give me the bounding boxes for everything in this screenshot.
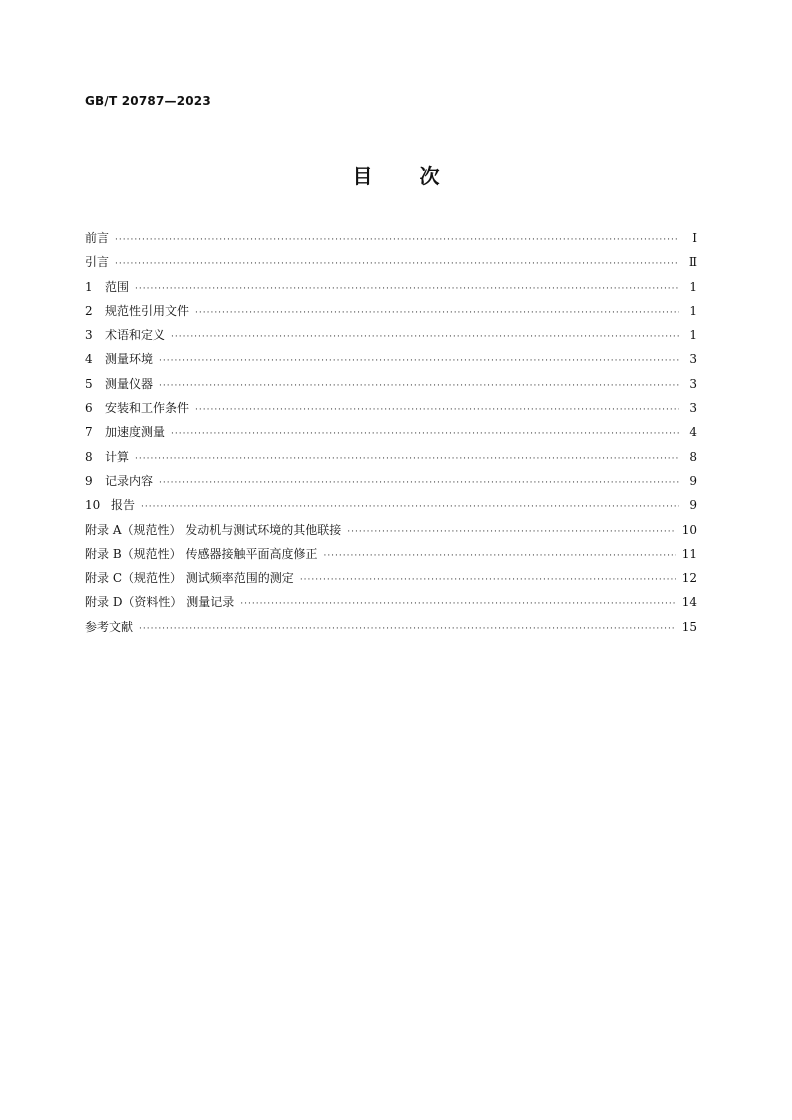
toc-entry-page: 4 [689,425,697,440]
toc-entry-number: 10 [85,498,101,513]
toc-entry-label: 测量仪器 [105,376,154,391]
toc-leader-dots [115,252,679,276]
toc-entry-page: Ⅱ [688,255,697,270]
toc-entry-number: 3 [85,328,93,343]
toc-entry-page: 8 [689,449,697,464]
toc-entry-page: 9 [689,498,697,513]
toc-entry-page: 12 [681,571,697,586]
toc-entry-label: 引言 [85,255,110,270]
toc-entry-label: 术语和定义 [105,328,166,343]
toc-leader-dots [323,544,675,568]
toc-entry-label: 范围 [105,279,130,294]
toc-entry[interactable] [85,493,697,517]
toc-entry-label: 加速度测量 [105,425,166,440]
toc-entry-page: 10 [681,522,697,537]
toc-leader-dots [141,495,679,519]
toc-entry-page: 3 [689,352,697,367]
toc-entry-number: 1 [85,279,93,294]
toc-leader-dots [171,325,679,349]
toc-entry-label: 附录 D（资料性） 测量记录 [85,595,235,610]
table-of-contents [85,226,697,639]
toc-leader-dots [135,447,679,471]
toc-entry-label: 报告 [111,498,136,513]
toc-leader-dots [195,398,679,422]
toc-entry-label: 规范性引用文件 [105,303,190,318]
toc-entry-label: 参考文献 [85,619,134,634]
toc-entry-number: 5 [85,376,93,391]
toc-entry-page: 9 [689,473,697,488]
toc-entry[interactable] [85,445,697,469]
toc-leader-dots [347,520,675,544]
toc-leader-dots [115,228,679,252]
toc-entry-label: 附录 B（规范性） 传感器接触平面高度修正 [85,546,318,561]
toc-entry[interactable] [85,250,697,274]
toc-entry-label: 附录 A（规范性） 发动机与测试环境的其他联接 [85,522,342,537]
toc-entry-page: 11 [681,546,697,561]
page-title [0,160,792,189]
toc-entry-page: 1 [689,328,697,343]
toc-entry-page: 1 [689,279,697,294]
toc-entry-label: 记录内容 [105,473,154,488]
toc-entry-label: 安装和工作条件 [105,401,190,416]
standard-code: GB/T 20787—2023 [85,94,211,108]
toc-entry[interactable] [85,323,697,347]
toc-leader-dots [195,301,679,325]
toc-leader-dots [159,374,679,398]
toc-leader-dots [139,617,676,641]
toc-entry-page: 3 [689,401,697,416]
toc-entry-label: 附录 C（规范性） 测试频率范围的测定 [85,571,294,586]
toc-leader-dots [159,471,679,495]
toc-entry[interactable] [85,518,697,542]
toc-entry[interactable] [85,566,697,590]
toc-entry[interactable] [85,396,697,420]
toc-entry[interactable] [85,275,697,299]
toc-entry[interactable] [85,590,697,614]
toc-entry-label: 计算 [105,449,130,464]
toc-entry[interactable] [85,372,697,396]
toc-entry[interactable] [85,347,697,371]
toc-entry-label: 前言 [85,231,110,245]
toc-entry[interactable] [85,542,697,566]
toc-leader-dots [171,422,679,446]
page-title-char-2: 次 [419,164,440,188]
toc-entry-number: 9 [85,473,93,488]
toc-entry-number: 2 [85,303,93,318]
toc-leader-dots [240,592,675,616]
toc-entry-number: 6 [85,401,93,416]
toc-entry-page: Ⅰ [692,231,697,245]
toc-entry-page: 14 [681,595,697,610]
toc-entry-number: 4 [85,352,93,367]
toc-entry-label: 测量环境 [105,352,154,367]
toc-entry-page: 15 [681,619,697,634]
toc-entry-number: 8 [85,449,93,464]
toc-entry[interactable] [85,615,697,639]
toc-entry[interactable] [85,420,697,444]
page-title-char-1: 目 [352,164,373,188]
toc-entry-page: 3 [689,376,697,391]
toc-entry[interactable] [85,469,697,493]
toc-leader-dots [159,349,679,373]
toc-leader-dots [300,568,676,592]
toc-entry[interactable] [85,299,697,323]
toc-entry[interactable] [85,226,697,250]
toc-leader-dots [135,277,679,301]
toc-entry-page: 1 [689,303,697,318]
toc-entry-number: 7 [85,425,93,440]
